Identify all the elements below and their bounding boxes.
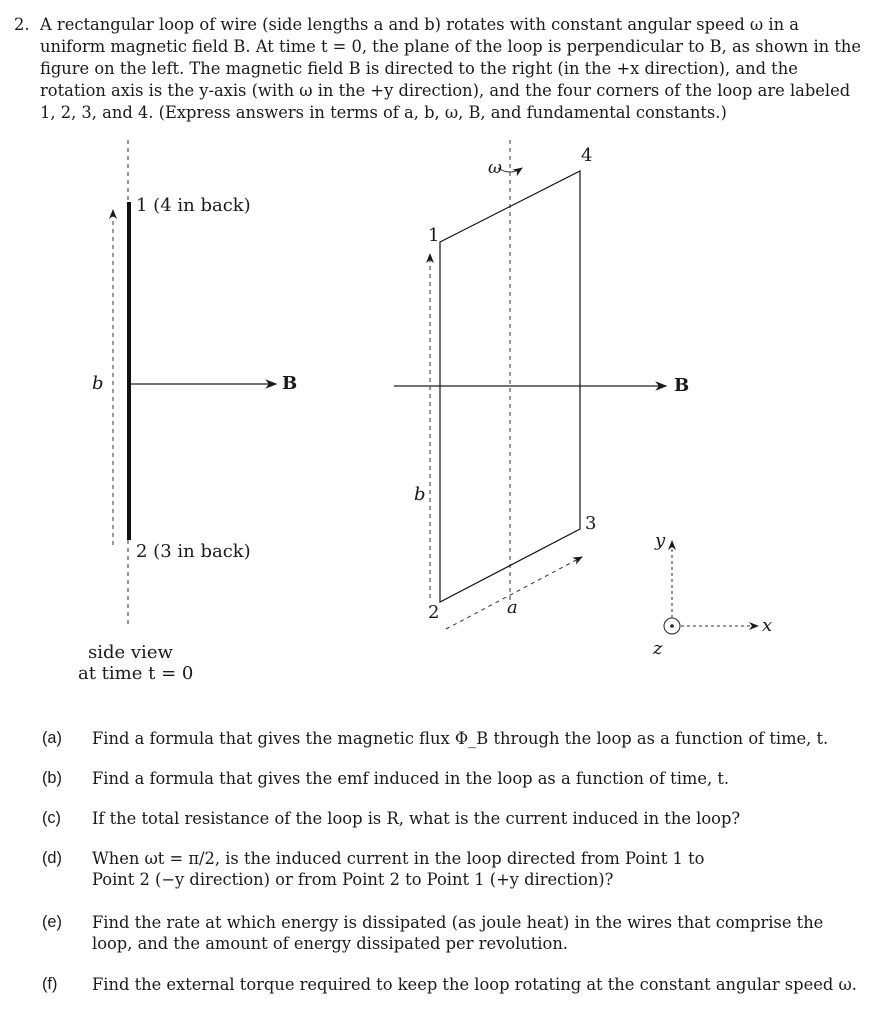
corner-4-label: 4 <box>581 145 593 166</box>
corner-2-label: 2 <box>428 602 440 623</box>
side-B-label: B <box>282 373 298 394</box>
corner-1-label: 1 <box>428 225 440 246</box>
side-b-label: b <box>92 373 104 394</box>
side-caption-1: side view <box>88 642 173 663</box>
part-c: (c) If the total resistance of the loop is R, what is the current induced in the loop? <box>42 809 741 828</box>
b-label: b <box>414 484 426 505</box>
side-corner-bottom: 2 (3 in back) <box>136 541 251 562</box>
side-caption-2: at time t = 0 <box>78 663 194 684</box>
problem-number: 2. <box>14 15 30 34</box>
corner-3-label: 3 <box>585 513 597 534</box>
B-label: B <box>674 375 690 396</box>
part-d: (d) When ωt = π/2, is the induced current in the loop directed from Point 1 to Point 2 (−y direction) or from Point 2 to Point 1 (+y direction)? <box>42 849 705 889</box>
omega-label: ω <box>488 158 502 178</box>
axis-z-label: z <box>653 638 663 659</box>
side-corner-top: 1 (4 in back) <box>136 195 251 216</box>
part-f: (f) Find the external torque required to keep the loop rotating at the constant angular speed ω. <box>42 975 857 994</box>
part-e: (e) Find the rate at which energy is dissipated (as joule heat) in the wires that comprise the loop, and the amount of energy dissipated per revolution. <box>42 913 824 953</box>
part-a: (a) Find a formula that gives the magnetic flux Φ_B through the loop as a function of time, t. <box>42 729 829 748</box>
problem-text: A rectangular loop of wire (side lengths a and b) rotates with constant angular speed ω in a uniform magnetic field B. At time t = 0, the plane of the loop is perpendicular to B, as shown in the figure on the left. The magnetic field B is directed to the right (in the +x direction), and the rotation axis is the y-axis (with ω in the +y direction), and the four corners of the loop are labeled 1, 2, 3, and 4. (Express answers in terms of a, b, ω, B, and fundamental constants.) <box>40 15 861 122</box>
a-label: a <box>507 597 518 618</box>
axis-x-label: x <box>762 615 773 636</box>
part-b: (b) Find a formula that gives the emf induced in the loop as a function of time, t. <box>42 769 730 788</box>
a-dim-arrow <box>446 557 582 629</box>
axis-y-label: y <box>655 530 666 551</box>
